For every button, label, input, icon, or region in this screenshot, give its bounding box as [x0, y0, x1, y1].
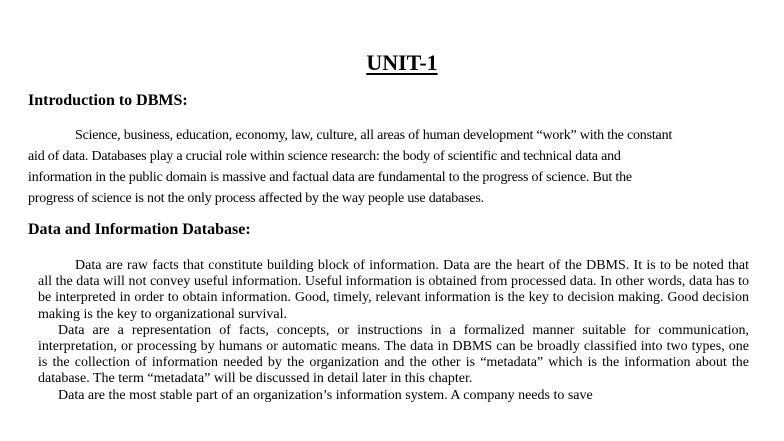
introduction-paragraph [28, 125, 778, 209]
paragraph: Data are the most stable part of an organization’s information system. A company needs to save [58, 387, 593, 403]
paragraph-line: progress of science is not the only process affected by the way people use databases. [28, 191, 484, 206]
paragraph: Data are a representation of facts, concepts, or instructions in a formalized manner suitable for communication, interpretation, or processing by humans or automatic means. The data in DBMS can be broadly classified into two types, one is the collection of information needed by the organization and the other is “metadata” which is the information about the database. The term “metadata” will be discussed in detail later in this chapter. [38, 322, 749, 387]
unit-title-text: UNIT-1 [366, 50, 438, 75]
section-heading-introduction: Introduction to DBMS: [28, 92, 188, 109]
page-title [0, 49, 784, 77]
data-information-body [38, 258, 749, 404]
paragraph-line: Science, business, education, economy, law, culture, all areas of human development “work” with the constant [75, 128, 673, 143]
paragraph-line: aid of data. Databases play a crucial role within science research: the body of scientific and technical data and [28, 149, 621, 164]
section-heading-data-information: Data and Information Database: [28, 221, 251, 238]
paragraph-line: information in the public domain is massive and factual data are fundamental to the progress of science. But the [28, 170, 632, 185]
paragraph: Data are raw facts that constitute building block of information. Data are the heart of the DBMS. It is to be noted that all the data will not convey useful information. Useful information is obtained from processed data. In other words, data has to be interpreted in order to obtain information. Good, timely, relevant information is the key to decision making. Good decision making is the key to organizational survival. [38, 258, 749, 322]
